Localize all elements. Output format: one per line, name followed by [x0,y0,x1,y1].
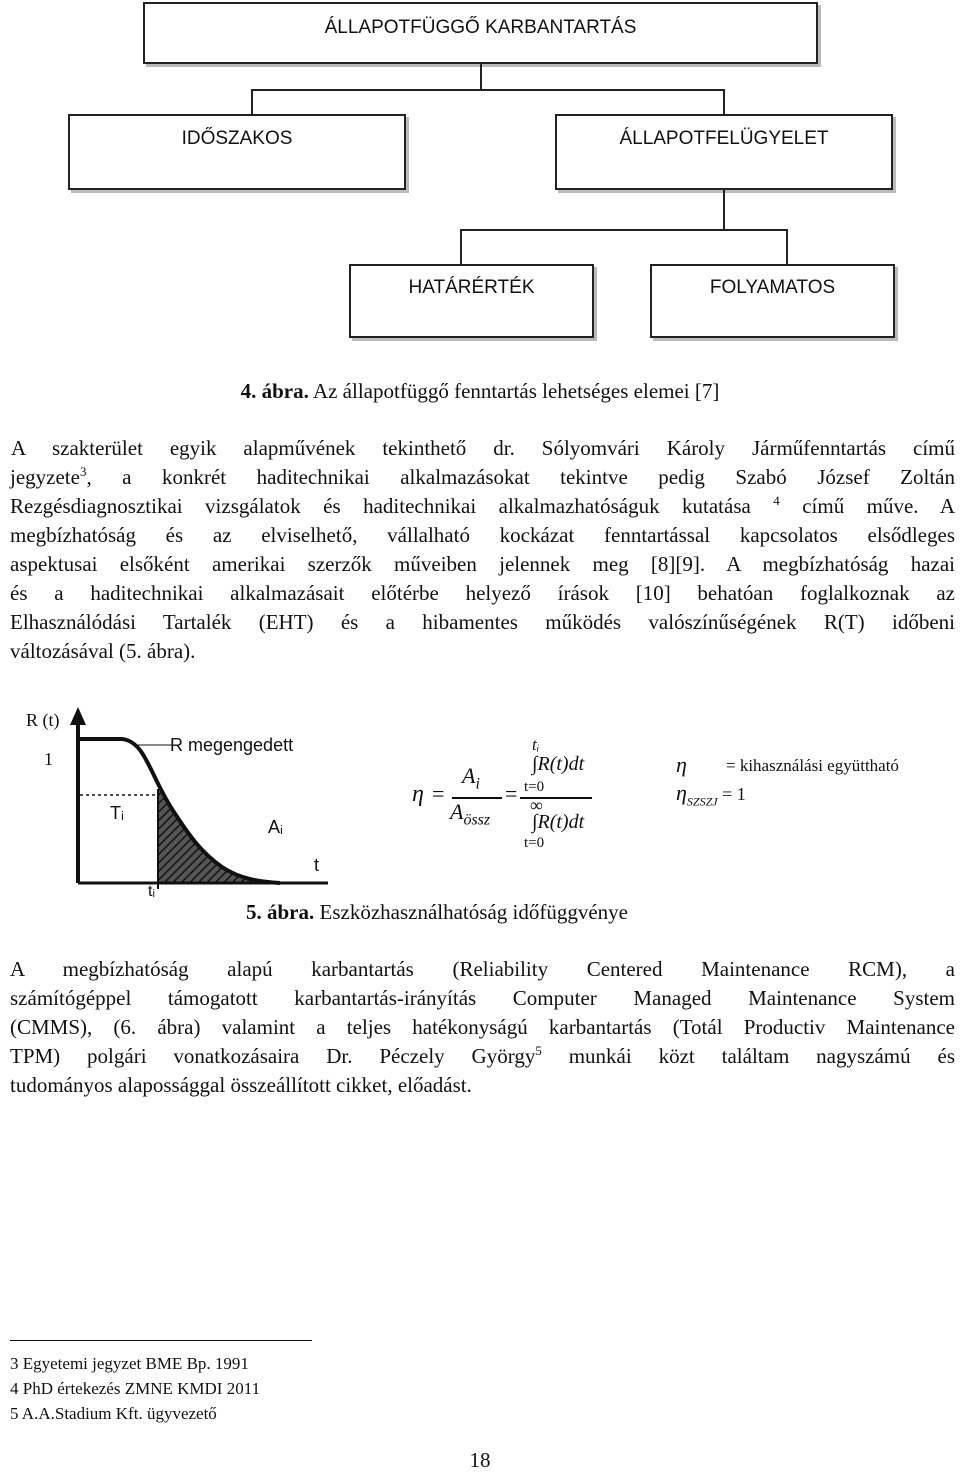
eq-upper-limit: tᵢ [532,735,540,754]
figure4-caption [0,379,960,404]
def-eta2-sub: SZSZJ [686,794,718,809]
def-eta2 [676,780,746,809]
box-allapotfuggo-label: ÁLLAPOTFÜGGŐ KARBANTARTÁS [324,17,637,38]
text-span: és a haditechnikai alkalmazásait előtérbe helyező írások [10] behatóan foglalkoznak az [10,581,955,605]
connector-left-drop [251,89,253,114]
paragraph-2 [10,955,955,1100]
connector-mid-vertical [723,190,725,230]
box-allapotfelugyelet-label: ÁLLAPOTFELÜGYELET [619,128,829,149]
eq-lower-limit-2: t=0 [524,835,545,851]
text-span: aspektusai elsőként amerikai szerzők műveiben jelennek meg [8][9]. A megbízhatóság hazai [10,552,955,576]
t-axis-label: t [314,855,320,875]
paragraph-2-line [10,955,955,984]
curve-label: R megengedett [170,735,294,755]
figure5-graph [10,705,360,905]
box-folyamatos-label: FOLYAMATOS [709,277,836,298]
box-allapotfelugyelet [555,114,893,190]
y-axis-label: R (t) [26,710,60,730]
footnote-ref: 5 [535,1043,542,1058]
box-hatarertek-label: HATÁRÉRTÉK [408,277,535,298]
connector-right-drop [723,89,725,114]
connector-mid-left-drop [460,229,462,264]
eq-aossz-letter: A [450,799,464,824]
paragraph-1-line [10,637,955,666]
def-eta-text: = kihasználási együttható [726,756,899,775]
figure5-caption [246,900,628,925]
box-hatarertek [349,264,594,338]
eq-aossz-sub: össz [463,811,491,829]
footnote-ref: 4 [773,493,780,508]
eq-eta: η [412,781,424,807]
box-idoszakos [68,114,406,190]
eq-infinity: ∞ [530,795,543,815]
text-span: változásával (5. ábra). [10,639,196,663]
box-idoszakos-label: IDŐSZAKOS [181,128,293,149]
def-eta2-text: = 1 [717,784,746,804]
box-allapotfuggo [143,2,818,64]
paragraph-2-line [10,1013,955,1042]
connector-top-vertical [480,64,482,90]
eq-aossz [450,799,490,829]
paragraph-1-line [10,521,955,550]
connector-mid-horizontal [460,229,788,231]
text-span: (CMMS), (6. ábra) valamint a teljes hatékonyságú karbantartás (Totál Productiv Maintenance [10,1015,955,1039]
paragraph-1-line [10,463,955,492]
eta-definitions [676,752,956,812]
eq-equals-1: = [432,781,445,806]
text-span: A szakterület egyik alapművének tekinthető dr. Sólyomvári Károly Járműfenntartás című [11,436,955,460]
paragraph-1-line [10,550,955,579]
figure4-label: 4. ábra. [240,379,309,403]
connector-top-horizontal [251,89,725,91]
eq-lower-limit-1: t=0 [524,779,545,795]
text-span: TPM) polgári vonatkozásaira Dr. Péczely György [10,1044,536,1068]
efficiency-equation [400,735,620,860]
paragraph-1-line [10,434,955,463]
text-span: A megbízhatóság alapú karbantartás (Reliability Centered Maintenance RCM), a [10,957,955,981]
eq-ai-letter: A [462,763,476,788]
y-axis-arrow [70,707,86,725]
text-span: Rezgésdiagnosztikai vizsgálatok és haditechnikai alkalmazhatóságuk kutatása [10,494,774,518]
paragraph-1-line [10,579,955,608]
eq-integral-1: ∫R(t)dt [532,753,585,775]
eq-integral-2: ∫R(t)dt [532,811,585,833]
eq-ai [462,763,480,793]
eq-equals-2: = [505,781,518,806]
def-eta2-symbol: η [676,780,687,805]
paragraph-2-line [10,1042,955,1071]
paragraph-2-line [10,984,955,1013]
hatched-area [158,789,272,883]
text-span: tudományos alapossággal összeállított cikket, előadást. [10,1073,472,1097]
eq-ai-sub: i [475,775,480,793]
box-folyamatos [650,264,895,338]
figure5-label: 5. ábra. [246,900,315,924]
figure4-text: Az állapotfüggő fenntartás lehetséges elemei [7] [308,379,720,403]
page-number: 18 [469,1448,491,1472]
text-span: , a konkrét haditechnikai alkalmazásokat tekintve pedig Szabó József Zoltán [86,465,955,489]
footnote-4: 4 PhD értekezés ZMNE KMDI 2011 [10,1379,261,1398]
text-span: munkái közt találtam nagyszámú és [541,1044,955,1068]
def-eta-symbol: η [676,752,687,777]
paragraph-2-line [10,1071,955,1100]
text-span: jegyzete [10,465,80,489]
paragraph-1-line [10,608,955,637]
text-span: megbízhatóság és az elviselhető, vállalható kockázat fenntartással kapcsolatos elsődleges [10,523,955,547]
footnote-ref: 3 [79,464,87,479]
footnote-3: 3 Egyetemi jegyzet BME Bp. 1991 [10,1354,249,1373]
connector-mid-right-drop [786,229,788,264]
area-label: Aᵢ [268,817,283,837]
footnote-5: 5 A.A.Stadium Kft. ügyvezető [10,1404,217,1423]
paragraph-1 [10,434,955,666]
figure5-text: Eszközhasználhatóság időfüggvénye [314,900,628,924]
ti-axis-label: tᵢ [148,883,155,900]
text-span: Elhasználódási Tartalék (EHT) és a hibamentes működés valószínűségének R(T) időbeni [10,610,955,634]
text-span: című műve. A [779,494,955,518]
text-span: számítógéppel támogatott karbantartás-irányítás Computer Managed Maintenance System [10,986,955,1010]
footnote-separator [10,1340,312,1341]
y-one-label: 1 [44,749,53,769]
paragraph-1-line [10,492,955,521]
ti-box-label: Tᵢ [110,803,124,823]
